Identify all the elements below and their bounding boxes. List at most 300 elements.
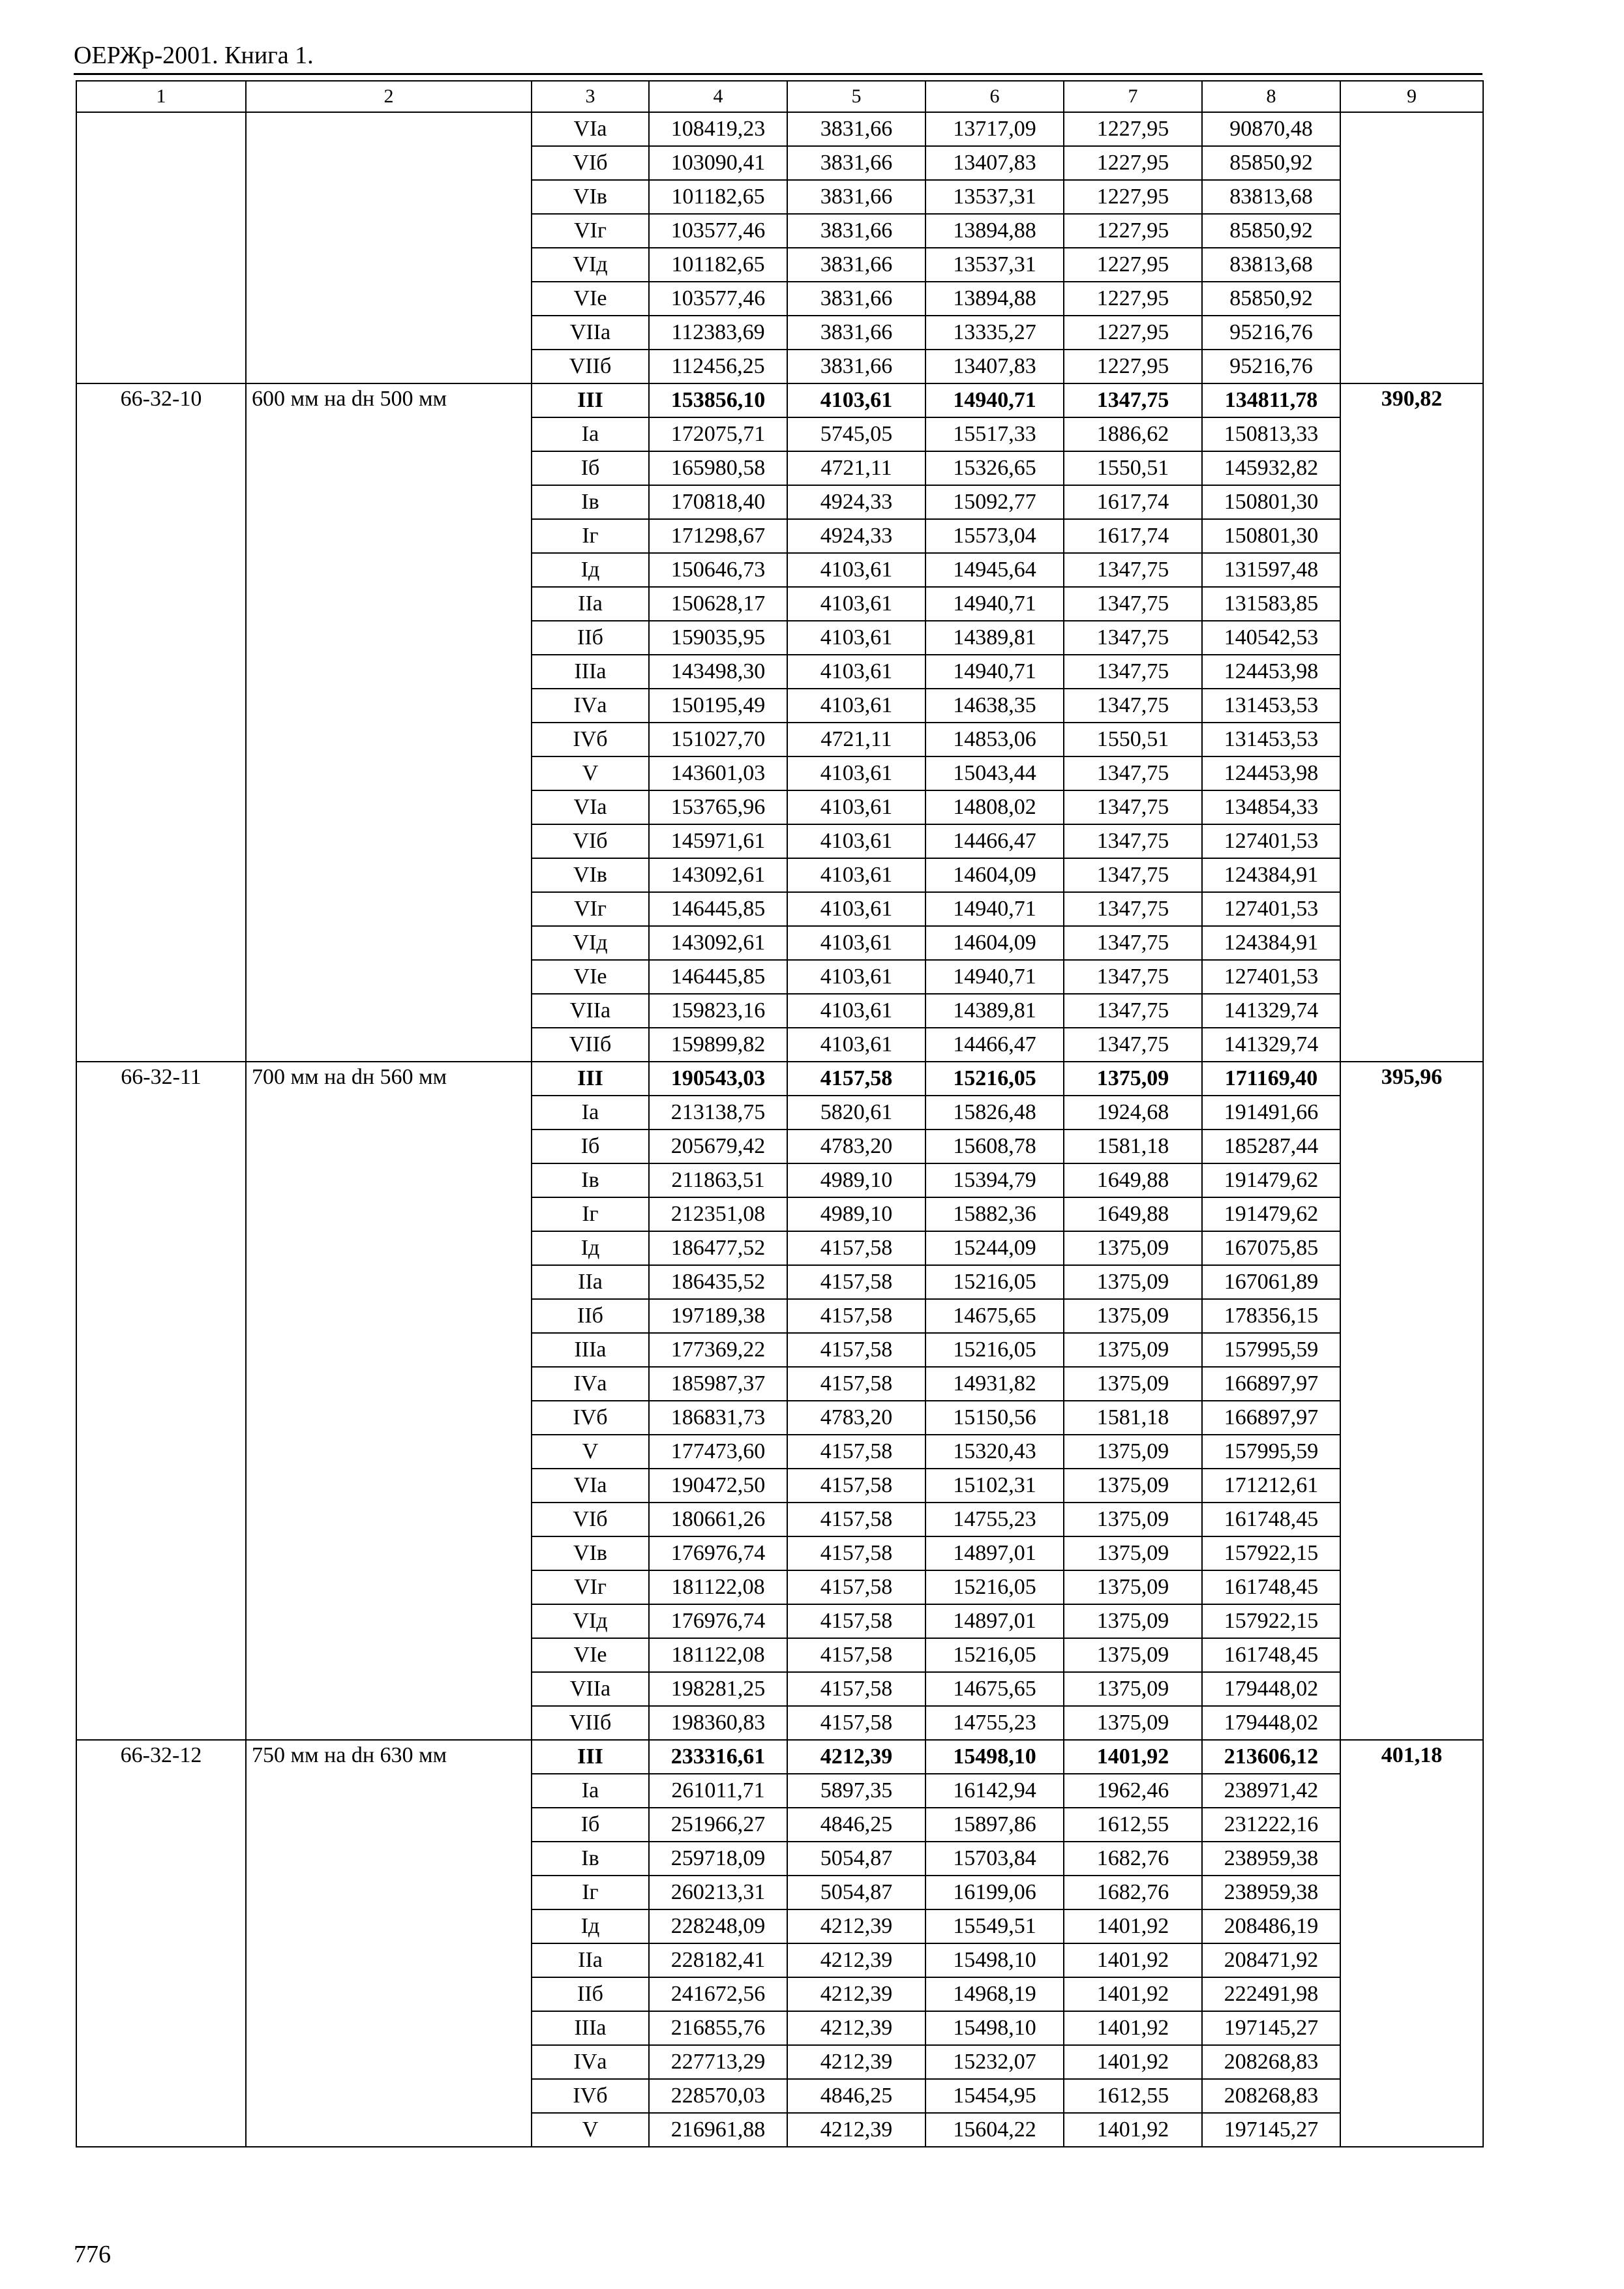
table-value-cell: 14466,47 [925,1028,1064,1062]
table-value-cell: 1347,75 [1064,926,1202,960]
table-value-cell: 153765,96 [649,790,787,824]
table-value-cell: 1347,75 [1064,553,1202,587]
table-value-cell: 228248,09 [649,1909,787,1943]
table-value-cell: 103577,46 [649,282,787,316]
table-value-cell: 150813,33 [1202,417,1340,451]
table-value-cell: 1401,92 [1064,1740,1202,1774]
table-value-cell: 1347,75 [1064,383,1202,417]
table-zone-cell: VIг [532,214,649,248]
table-value-cell: 140542,53 [1202,621,1340,655]
table-value-cell: 4157,58 [787,1299,925,1333]
table-value-cell: 83813,68 [1202,180,1340,214]
table-code: 66-32-11 [76,1062,246,1740]
table-value-cell: 157922,15 [1202,1604,1340,1638]
table-value-cell: 14931,82 [925,1367,1064,1401]
table-value-cell: 15244,09 [925,1231,1064,1265]
table-value-cell: 1375,09 [1064,1503,1202,1536]
table-description: 700 мм на dн 560 мм [246,1062,532,1740]
table-description: 750 мм на dн 630 мм [246,1740,532,2147]
table-zone-cell: VIд [532,248,649,282]
table-value-cell: 14808,02 [925,790,1064,824]
table-value-cell: 15216,05 [925,1638,1064,1672]
table-value-cell: 13407,83 [925,350,1064,383]
table-zone-cell: VIа [532,1469,649,1503]
table-value-cell: 127401,53 [1202,824,1340,858]
table-value-cell: 150801,30 [1202,519,1340,553]
table-value-cell: 15703,84 [925,1842,1064,1876]
table-zone-cell: IIа [532,1943,649,1977]
table-value-cell: 213138,75 [649,1096,787,1130]
table-value-cell: 1375,09 [1064,1265,1202,1299]
table-value-cell: 198360,83 [649,1706,787,1740]
table-row [76,112,1483,146]
table-value-cell: 5054,87 [787,1876,925,1909]
table-zone-cell: Iг [532,1876,649,1909]
table-value-cell: 134854,33 [1202,790,1340,824]
column-number: 6 [925,81,1064,112]
table-value-cell: 191491,66 [1202,1096,1340,1130]
table-value-cell: 15216,05 [925,1265,1064,1299]
table-zone-cell: IIа [532,1265,649,1299]
table-value-cell: 197145,27 [1202,2113,1340,2147]
table-zone-cell: VIв [532,858,649,892]
table-col9-cell: 390,82 [1340,383,1483,1062]
table-value-cell: 238959,38 [1202,1876,1340,1909]
table-zone-cell: VIд [532,1604,649,1638]
table-value-cell: 177473,60 [649,1435,787,1469]
table-value-cell: 15092,77 [925,485,1064,519]
table-value-cell: 15573,04 [925,519,1064,553]
table-zone-cell: V [532,2113,649,2147]
table-value-cell: 1347,75 [1064,1028,1202,1062]
table-value-cell: 150646,73 [649,553,787,587]
table-zone-cell: Iд [532,1231,649,1265]
table-value-cell: 15320,43 [925,1435,1064,1469]
table-value-cell: 83813,68 [1202,248,1340,282]
column-number-row [76,81,1483,112]
table-value-cell: 13537,31 [925,248,1064,282]
table-value-cell: 4103,61 [787,790,925,824]
table-col9-cell [1340,112,1483,383]
column-number: 5 [787,81,925,112]
table-zone-cell: V [532,1435,649,1469]
table-value-cell: 13537,31 [925,180,1064,214]
table-zone-cell: IIIа [532,2011,649,2045]
table-value-cell: 131583,85 [1202,587,1340,621]
table-value-cell: 14945,64 [925,553,1064,587]
table-value-cell: 1682,76 [1064,1842,1202,1876]
table-value-cell: 150628,17 [649,587,787,621]
table-value-cell: 4721,11 [787,723,925,756]
table-zone-cell: Iб [532,451,649,485]
table-value-cell: 167075,85 [1202,1231,1340,1265]
table-value-cell: 238959,38 [1202,1842,1340,1876]
table-zone-cell: VIIа [532,994,649,1028]
table-value-cell: 4783,20 [787,1130,925,1163]
table-value-cell: 172075,71 [649,417,787,451]
table-value-cell: 212351,08 [649,1197,787,1231]
table-value-cell: 3831,66 [787,112,925,146]
table-value-cell: 4157,58 [787,1367,925,1401]
table-value-cell: 1347,75 [1064,858,1202,892]
table-value-cell: 4212,39 [787,1740,925,1774]
table-value-cell: 1227,95 [1064,282,1202,316]
table-value-cell: 1550,51 [1064,451,1202,485]
table-code: 66-32-12 [76,1740,246,2147]
table-value-cell: 3831,66 [787,248,925,282]
table-value-cell: 15216,05 [925,1333,1064,1367]
table-value-cell: 13894,88 [925,282,1064,316]
table-value-cell: 1227,95 [1064,180,1202,214]
table-col9-cell: 395,96 [1340,1062,1483,1740]
table-value-cell: 4103,61 [787,689,925,723]
table-value-cell: 1375,09 [1064,1570,1202,1604]
table-value-cell: 179448,02 [1202,1706,1340,1740]
table-value-cell: 4783,20 [787,1401,925,1435]
table-value-cell: 1347,75 [1064,621,1202,655]
table-zone-cell: VIв [532,1536,649,1570]
table-zone-cell: Iв [532,1163,649,1197]
table-value-cell: 14940,71 [925,892,1064,926]
table-value-cell: 4103,61 [787,824,925,858]
table-value-cell: 228182,41 [649,1943,787,1977]
table-value-cell: 145971,61 [649,824,787,858]
table-value-cell: 15517,33 [925,417,1064,451]
table-zone-cell: VIг [532,892,649,926]
table-zone-cell: Iв [532,1842,649,1876]
table-value-cell: 15216,05 [925,1570,1064,1604]
table-zone-cell: VIг [532,1570,649,1604]
table-value-cell: 90870,48 [1202,112,1340,146]
table-value-cell: 186831,73 [649,1401,787,1435]
table-value-cell: 14968,19 [925,1977,1064,2011]
table-value-cell: 191479,62 [1202,1197,1340,1231]
table-value-cell: 13335,27 [925,316,1064,350]
table-value-cell: 1227,95 [1064,214,1202,248]
table-value-cell: 171169,40 [1202,1062,1340,1096]
table-value-cell: 1617,74 [1064,519,1202,553]
table-value-cell: 228570,03 [649,2079,787,2113]
table-value-cell: 15897,86 [925,1808,1064,1842]
table-value-cell: 4212,39 [787,1943,925,1977]
table-zone-cell: Iа [532,1774,649,1808]
table-zone-cell: Iг [532,519,649,553]
table-value-cell: 213606,12 [1202,1740,1340,1774]
table-value-cell: 14897,01 [925,1604,1064,1638]
table-value-cell: 1227,95 [1064,350,1202,383]
table-zone-cell: VIе [532,960,649,994]
table-value-cell: 1375,09 [1064,1367,1202,1401]
table-value-cell: 261011,71 [649,1774,787,1808]
header-rule [74,73,1482,75]
table-code [76,112,246,383]
column-number: 7 [1064,81,1202,112]
table-value-cell: 134811,78 [1202,383,1340,417]
table-value-cell: 4157,58 [787,1265,925,1299]
table-value-cell: 1347,75 [1064,824,1202,858]
table-value-cell: 4103,61 [787,1028,925,1062]
table-value-cell: 179448,02 [1202,1672,1340,1706]
table-value-cell: 15043,44 [925,756,1064,790]
table-value-cell: 112383,69 [649,316,787,350]
table-description [246,112,532,383]
table-zone-cell: IIб [532,1299,649,1333]
table-value-cell: 14940,71 [925,655,1064,689]
table-zone-cell: VIIб [532,350,649,383]
table-value-cell: 124453,98 [1202,655,1340,689]
table-value-cell: 15326,65 [925,451,1064,485]
table-value-cell: 167061,89 [1202,1265,1340,1299]
table-value-cell: 3831,66 [787,350,925,383]
table-value-cell: 216855,76 [649,2011,787,2045]
table-zone-cell: III [532,1062,649,1096]
table-value-cell: 1682,76 [1064,1876,1202,1909]
table-value-cell: 1347,75 [1064,756,1202,790]
page-number: 776 [74,2241,111,2268]
table-value-cell: 127401,53 [1202,960,1340,994]
table-value-cell: 141329,74 [1202,994,1340,1028]
table-value-cell: 4212,39 [787,2113,925,2147]
table-row [76,1740,1483,1774]
table-value-cell: 15454,95 [925,2079,1064,2113]
table-value-cell: 151027,70 [649,723,787,756]
table-zone-cell: Iд [532,1909,649,1943]
table-value-cell: 4157,58 [787,1469,925,1503]
table-value-cell: 178356,15 [1202,1299,1340,1333]
table-value-cell: 180661,26 [649,1503,787,1536]
table-value-cell: 1347,75 [1064,587,1202,621]
table-value-cell: 181122,08 [649,1638,787,1672]
table-value-cell: 14755,23 [925,1503,1064,1536]
table-value-cell: 131453,53 [1202,723,1340,756]
table-value-cell: 1401,92 [1064,1909,1202,1943]
table-value-cell: 5745,05 [787,417,925,451]
column-number: 4 [649,81,787,112]
table-value-cell: 1612,55 [1064,1808,1202,1842]
table-value-cell: 15150,56 [925,1401,1064,1435]
table-value-cell: 4103,61 [787,892,925,926]
table-value-cell: 222491,98 [1202,1977,1340,2011]
table-zone-cell: IIа [532,587,649,621]
table-value-cell: 14675,65 [925,1672,1064,1706]
table-value-cell: 157995,59 [1202,1333,1340,1367]
table-value-cell: 1617,74 [1064,485,1202,519]
table-value-cell: 13717,09 [925,112,1064,146]
rates-table [76,80,1484,2147]
table-value-cell: 157922,15 [1202,1536,1340,1570]
table-value-cell: 181122,08 [649,1570,787,1604]
table-value-cell: 4157,58 [787,1536,925,1570]
table-zone-cell: Iв [532,485,649,519]
table-value-cell: 108419,23 [649,112,787,146]
table-value-cell: 4721,11 [787,451,925,485]
table-value-cell: 1227,95 [1064,248,1202,282]
table-value-cell: 4157,58 [787,1604,925,1638]
table-value-cell: 150195,49 [649,689,787,723]
table-value-cell: 14940,71 [925,960,1064,994]
table-zone-cell: IVб [532,2079,649,2113]
table-value-cell: 4212,39 [787,2045,925,2079]
table-code: 66-32-10 [76,383,246,1062]
table-value-cell: 145932,82 [1202,451,1340,485]
table-value-cell: 185987,37 [649,1367,787,1401]
table-value-cell: 208268,83 [1202,2045,1340,2079]
table-value-cell: 159035,95 [649,621,787,655]
table-value-cell: 1886,62 [1064,417,1202,451]
table-value-cell: 5897,35 [787,1774,925,1808]
table-value-cell: 4212,39 [787,1909,925,1943]
table-value-cell: 4157,58 [787,1062,925,1096]
table-value-cell: 1550,51 [1064,723,1202,756]
table-value-cell: 131597,48 [1202,553,1340,587]
table-value-cell: 4103,61 [787,553,925,587]
table-value-cell: 186435,52 [649,1265,787,1299]
table-value-cell: 4157,58 [787,1333,925,1367]
table-zone-cell: Iб [532,1808,649,1842]
table-value-cell: 1401,92 [1064,1943,1202,1977]
table-value-cell: 1227,95 [1064,112,1202,146]
table-value-cell: 1375,09 [1064,1333,1202,1367]
table-value-cell: 15604,22 [925,2113,1064,2147]
table-value-cell: 198281,25 [649,1672,787,1706]
table-value-cell: 1375,09 [1064,1672,1202,1706]
table-value-cell: 14940,71 [925,383,1064,417]
table-value-cell: 1924,68 [1064,1096,1202,1130]
table-value-cell: 85850,92 [1202,282,1340,316]
table-value-cell: 227713,29 [649,2045,787,2079]
table-zone-cell: Iг [532,1197,649,1231]
table-value-cell: 4103,61 [787,621,925,655]
table-value-cell: 15498,10 [925,1740,1064,1774]
table-value-cell: 1962,46 [1064,1774,1202,1808]
table-value-cell: 161748,45 [1202,1503,1340,1536]
table-value-cell: 4103,61 [787,994,925,1028]
table-value-cell: 208486,19 [1202,1909,1340,1943]
table-value-cell: 143498,30 [649,655,787,689]
table-value-cell: 1227,95 [1064,146,1202,180]
table-value-cell: 177369,22 [649,1333,787,1367]
page-header: ОЕРЖр-2001. Книга 1. [74,42,314,69]
table-value-cell: 143092,61 [649,858,787,892]
column-number: 1 [76,81,246,112]
table-zone-cell: VIб [532,146,649,180]
table-value-cell: 1375,09 [1064,1231,1202,1265]
table-value-cell: 1347,75 [1064,655,1202,689]
table-zone-cell: III [532,1740,649,1774]
table-value-cell: 4212,39 [787,2011,925,2045]
table-zone-cell: VIд [532,926,649,960]
table-zone-cell: VIIа [532,316,649,350]
table-value-cell: 3831,66 [787,180,925,214]
table-value-cell: 13894,88 [925,214,1064,248]
table-value-cell: 15882,36 [925,1197,1064,1231]
table-value-cell: 15549,51 [925,1909,1064,1943]
table-value-cell: 1375,09 [1064,1706,1202,1740]
table-value-cell: 4157,58 [787,1570,925,1604]
table-value-cell: 4157,58 [787,1638,925,1672]
table-value-cell: 4157,58 [787,1706,925,1740]
table-value-cell: 15608,78 [925,1130,1064,1163]
table-value-cell: 1347,75 [1064,689,1202,723]
table-zone-cell: VIа [532,790,649,824]
table-col9-cell: 401,18 [1340,1740,1483,2147]
table-value-cell: 14389,81 [925,621,1064,655]
table-value-cell: 103090,41 [649,146,787,180]
table-value-cell: 146445,85 [649,960,787,994]
table-value-cell: 3831,66 [787,316,925,350]
table-value-cell: 185287,44 [1202,1130,1340,1163]
table-zone-cell: Iд [532,553,649,587]
table-value-cell: 4103,61 [787,926,925,960]
table-value-cell: 14853,06 [925,723,1064,756]
table-value-cell: 4157,58 [787,1672,925,1706]
table-value-cell: 165980,58 [649,451,787,485]
table-zone-cell: VIа [532,112,649,146]
table-value-cell: 3831,66 [787,146,925,180]
table-value-cell: 124384,91 [1202,858,1340,892]
table-value-cell: 211863,51 [649,1163,787,1197]
table-value-cell: 208471,92 [1202,1943,1340,1977]
table-value-cell: 14897,01 [925,1536,1064,1570]
table-value-cell: 1375,09 [1064,1062,1202,1096]
table-value-cell: 166897,97 [1202,1367,1340,1401]
table-value-cell: 101182,65 [649,180,787,214]
table-zone-cell: IIб [532,621,649,655]
table-value-cell: 171212,61 [1202,1469,1340,1503]
table-value-cell: 238971,42 [1202,1774,1340,1808]
table-value-cell: 141329,74 [1202,1028,1340,1062]
table-value-cell: 197145,27 [1202,2011,1340,2045]
table-value-cell: 1581,18 [1064,1401,1202,1435]
table-value-cell: 4103,61 [787,587,925,621]
table-value-cell: 1375,09 [1064,1536,1202,1570]
table-value-cell: 4157,58 [787,1503,925,1536]
table-value-cell: 260213,31 [649,1876,787,1909]
table-value-cell: 14389,81 [925,994,1064,1028]
table-value-cell: 3831,66 [787,282,925,316]
table-value-cell: 190472,50 [649,1469,787,1503]
table-zone-cell: IIIа [532,655,649,689]
table-value-cell: 4157,58 [787,1231,925,1265]
table-zone-cell: IVа [532,1367,649,1401]
table-value-cell: 1401,92 [1064,2011,1202,2045]
table-value-cell: 191479,62 [1202,1163,1340,1197]
table-body [76,81,1483,2147]
table-value-cell: 4103,61 [787,383,925,417]
table-value-cell: 251966,27 [649,1808,787,1842]
table-zone-cell: VIе [532,1638,649,1672]
table-value-cell: 233316,61 [649,1740,787,1774]
table-value-cell: 208268,83 [1202,2079,1340,2113]
table-value-cell: 14604,09 [925,926,1064,960]
table-value-cell: 259718,09 [649,1842,787,1876]
table-value-cell: 4212,39 [787,1977,925,2011]
table-value-cell: 159899,82 [649,1028,787,1062]
table-value-cell: 197189,38 [649,1299,787,1333]
column-number: 9 [1340,81,1483,112]
table-value-cell: 4846,25 [787,2079,925,2113]
table-zone-cell: Iа [532,1096,649,1130]
table-value-cell: 16142,94 [925,1774,1064,1808]
table-value-cell: 159823,16 [649,994,787,1028]
table-value-cell: 4103,61 [787,960,925,994]
table-value-cell: 1375,09 [1064,1299,1202,1333]
table-value-cell: 15232,07 [925,2045,1064,2079]
table-zone-cell: III [532,383,649,417]
table-value-cell: 205679,42 [649,1130,787,1163]
column-number: 2 [246,81,532,112]
table-value-cell: 1347,75 [1064,790,1202,824]
